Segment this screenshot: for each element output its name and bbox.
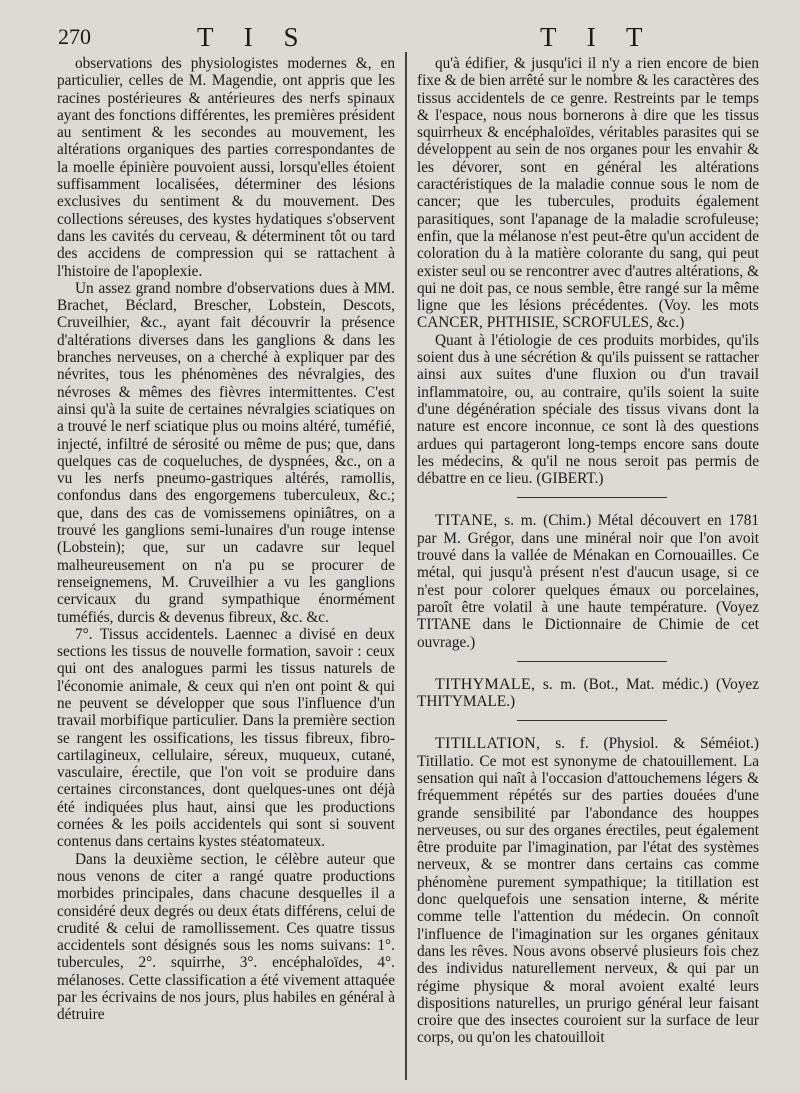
dictionary-entry-titillation bbox=[417, 735, 759, 1046]
headword: TITILLATION, bbox=[435, 735, 541, 753]
headword: TITANE, bbox=[435, 512, 498, 530]
page-number: 270 bbox=[58, 24, 91, 49]
left-column bbox=[57, 55, 395, 1024]
paragraph: Dans la deuxième section, le célèbre auteur que nous venons de citer a rangé quatre productions morbides principales, dans chacune desquelles il a considéré deux degrés ou deux états différens, celui de crudité & celui de ramollissement. Ces quatre tissus accidentels sont désignés sous les noms suivans: 1°. tubercules, 2°. squirrhe, 3°. encéphaloïdes, 4°. mélanoses. Cette classification a été vivement attaquée par les écrivains de nos jours, plus habiles en général à détruire bbox=[57, 850, 395, 1024]
section-rule bbox=[517, 720, 667, 721]
paragraph: qu'à édifier, & jusqu'ici il n'y a rien encore de bien fixe & de bien arrêté sur le nombre & les caractères des tissus accidentels de ce genre. Restreints par le temps & l'espace, nous nous bornerons à dire que les tissus squirrheux & encéphaloïdes, véritables parasites qui se développent au sein de nos organes pour les envahir & les dévorer, sont en général les altérations caractéristiques de la maladie connue sous le nom de cancer; que les tubercules, produits également parasitiques, sont l'apanage de la maladie scrofuleuse; enfin, que la mélanose n'est peut-être qu'un accident de coloration du à la matière colorante du sang, qui peut exister seul ou se rencontrer avec d'autres altérations, & qui ne doit pas, ce nous semble, être rangé sur la même ligne que les lésions précédentes. (Voy. les mots CANCER, PHTHISIE, SCROFULES, &c.) bbox=[417, 55, 759, 332]
headword: TITHYMALE, bbox=[435, 675, 536, 693]
paragraph: observations des physiologistes modernes &, en particulier, celles de M. Magendie, ont appris que les racines postérieures & antérieures des nerfs spinaux ayant des fonctions différentes, les premières président au sentiment & les secondes au mouvement, les altérations organiques des parties correspondantes de la moelle épinière pouvoient aussi, lorsqu'elles étoient suffisamment localisées, déterminer des lésions exclusives du sentiment & du mouvement. Des collections séreuses, des kystes hydatiques s'observent dans les cavités du cerveau, & déterminent tôt ou tard des accidens de compression qui se rattachent à l'histoire de l'apoplexie. bbox=[57, 55, 395, 280]
entry-text: s. f. (Physiol. & Séméiot.) Titillatio. Ce mot est synonyme de chatouillement. La sensation qui naît à l'occasion d'attouchemens légers & fréquemment répétés sur des parties douées d'une grande sensibilité par l'abondance des houppes nerveuses, ou sur des organes érectiles, peut également être produite par l'imagination, par l'état des systèmes nerveux, & se montrer dans certains cas comme phénomène purement sympathique; la titillation est donc quelquefois une sensation interne, & mérite comme telle l'attention du médecin. On connoît l'influence de l'imagination sur les organes génitaux dans les rêves. Nous avons observé plusieurs fois chez des individus naturellement nerveux, & qui par un régime physique & moral avoient exalté leurs dispositions naturelles, un prurigo général leur faisant croire que des insectes couroient sur la surface de leur corps, ou qu'on les chatouilloit bbox=[417, 735, 759, 1047]
paragraph: Quant à l'étiologie de ces produits morbides, qu'ils soient dus à une sécrétion & qu'ils puissent se rattacher ainsi aux suites d'une fluxion ou d'un travail inflammatoire, ou, au contraire, qu'ils soient la suite d'une dégénération spéciale des tissus vivans dont la nature est encore inconnue, ce sont là des questions ardues qui partageront long-temps encore sans doute les médecins, & qu'il ne nous seroit pas permis de débattre en ce lieu. (GIBERT.) bbox=[417, 331, 759, 488]
paragraph: 7°. Tissus accidentels. Laennec a divisé en deux sections les tissus de nouvelle formation, savoir : ceux qui ont des analogues parmi les tissus naturels de l'économie animale, & ceux qui n'en ont point & qui ne peuvent se développer que sous l'influence d'un travail morbifique particulier. Dans la première section se rangent les ossifications, les tissus fibreux, fibro-cartilagineux, cellulaire, séreux, muqueux, cutané, vasculaire, érectile, que l'on voit se produire dans certaines circonstances, dont quelques-unes ont déjà été indiquées plus haut, ainsi que les productions cornées & les poils accidentels qui sont si souvent contenus dans certains kystes stéatomateux. bbox=[57, 625, 395, 851]
entry-text: s. m. (Bot., Mat. médic.) (Voyez THITYMALE.) bbox=[417, 675, 759, 711]
entry-text: s. m. (Chim.) Métal découvert en 1781 par M. Grégor, dans une minéral noir que l'on avoit trouvé dans la vallée de Ménakan en Cornouailles. Ce métal, qui jusqu'à présent n'est d'aucun usage, si ce n'est pour colorer quelques émaux ou porcelaines, paroît être volatil à une haute température. (Voyez TITANE dans le Dictionnaire de Chimie de cet ouvrage.) bbox=[417, 512, 759, 651]
dictionary-entry-tithymale bbox=[417, 676, 759, 711]
section-rule bbox=[517, 661, 667, 662]
running-head-right: T I T bbox=[540, 22, 655, 52]
dictionary-entry-titane bbox=[417, 512, 759, 650]
right-column bbox=[417, 55, 759, 1047]
section-rule bbox=[517, 497, 667, 498]
running-head-left: T I S bbox=[197, 22, 311, 52]
paragraph: Un assez grand nombre d'observations dues à MM. Brachet, Béclard, Brescher, Lobstein, Descots, Cruveilhier, &c., ayant fait découvrir la présence d'altérations diverses dans les ganglions & dans les branches nerveuses, on a cherché à expliquer par des névrites, tous les phénomènes des névralgies, des névroses & mêmes des fièvres intermittentes. C'est ainsi qu'à la suite de certaines névralgies sciatiques on a trouvé le nerf sciatique plus ou moins altéré, tuméfié, injecté, infiltré de sérosité ou même de pus; que, dans quelques cas de coqueluches, de dyspnées, &c., on a vu les nerfs pneumo-gastriques altérés, ramollis, confondus dans des engorgemens tuberculeux, &c.; que, dans des cas de vomissemens opiniâtres, on a trouvé les ganglions semi-lunaires d'un rouge intense (Lobstein); que, sur un cadavre sur lequel malheureusement on n'a pu se procurer de renseignemens, M. Cruveilhier a vu les ganglions cervicaux du grand sympathique énormément tuméfiés, durcis & devenus fibreux, &c. &c. bbox=[57, 279, 395, 626]
column-divider bbox=[405, 52, 407, 1080]
